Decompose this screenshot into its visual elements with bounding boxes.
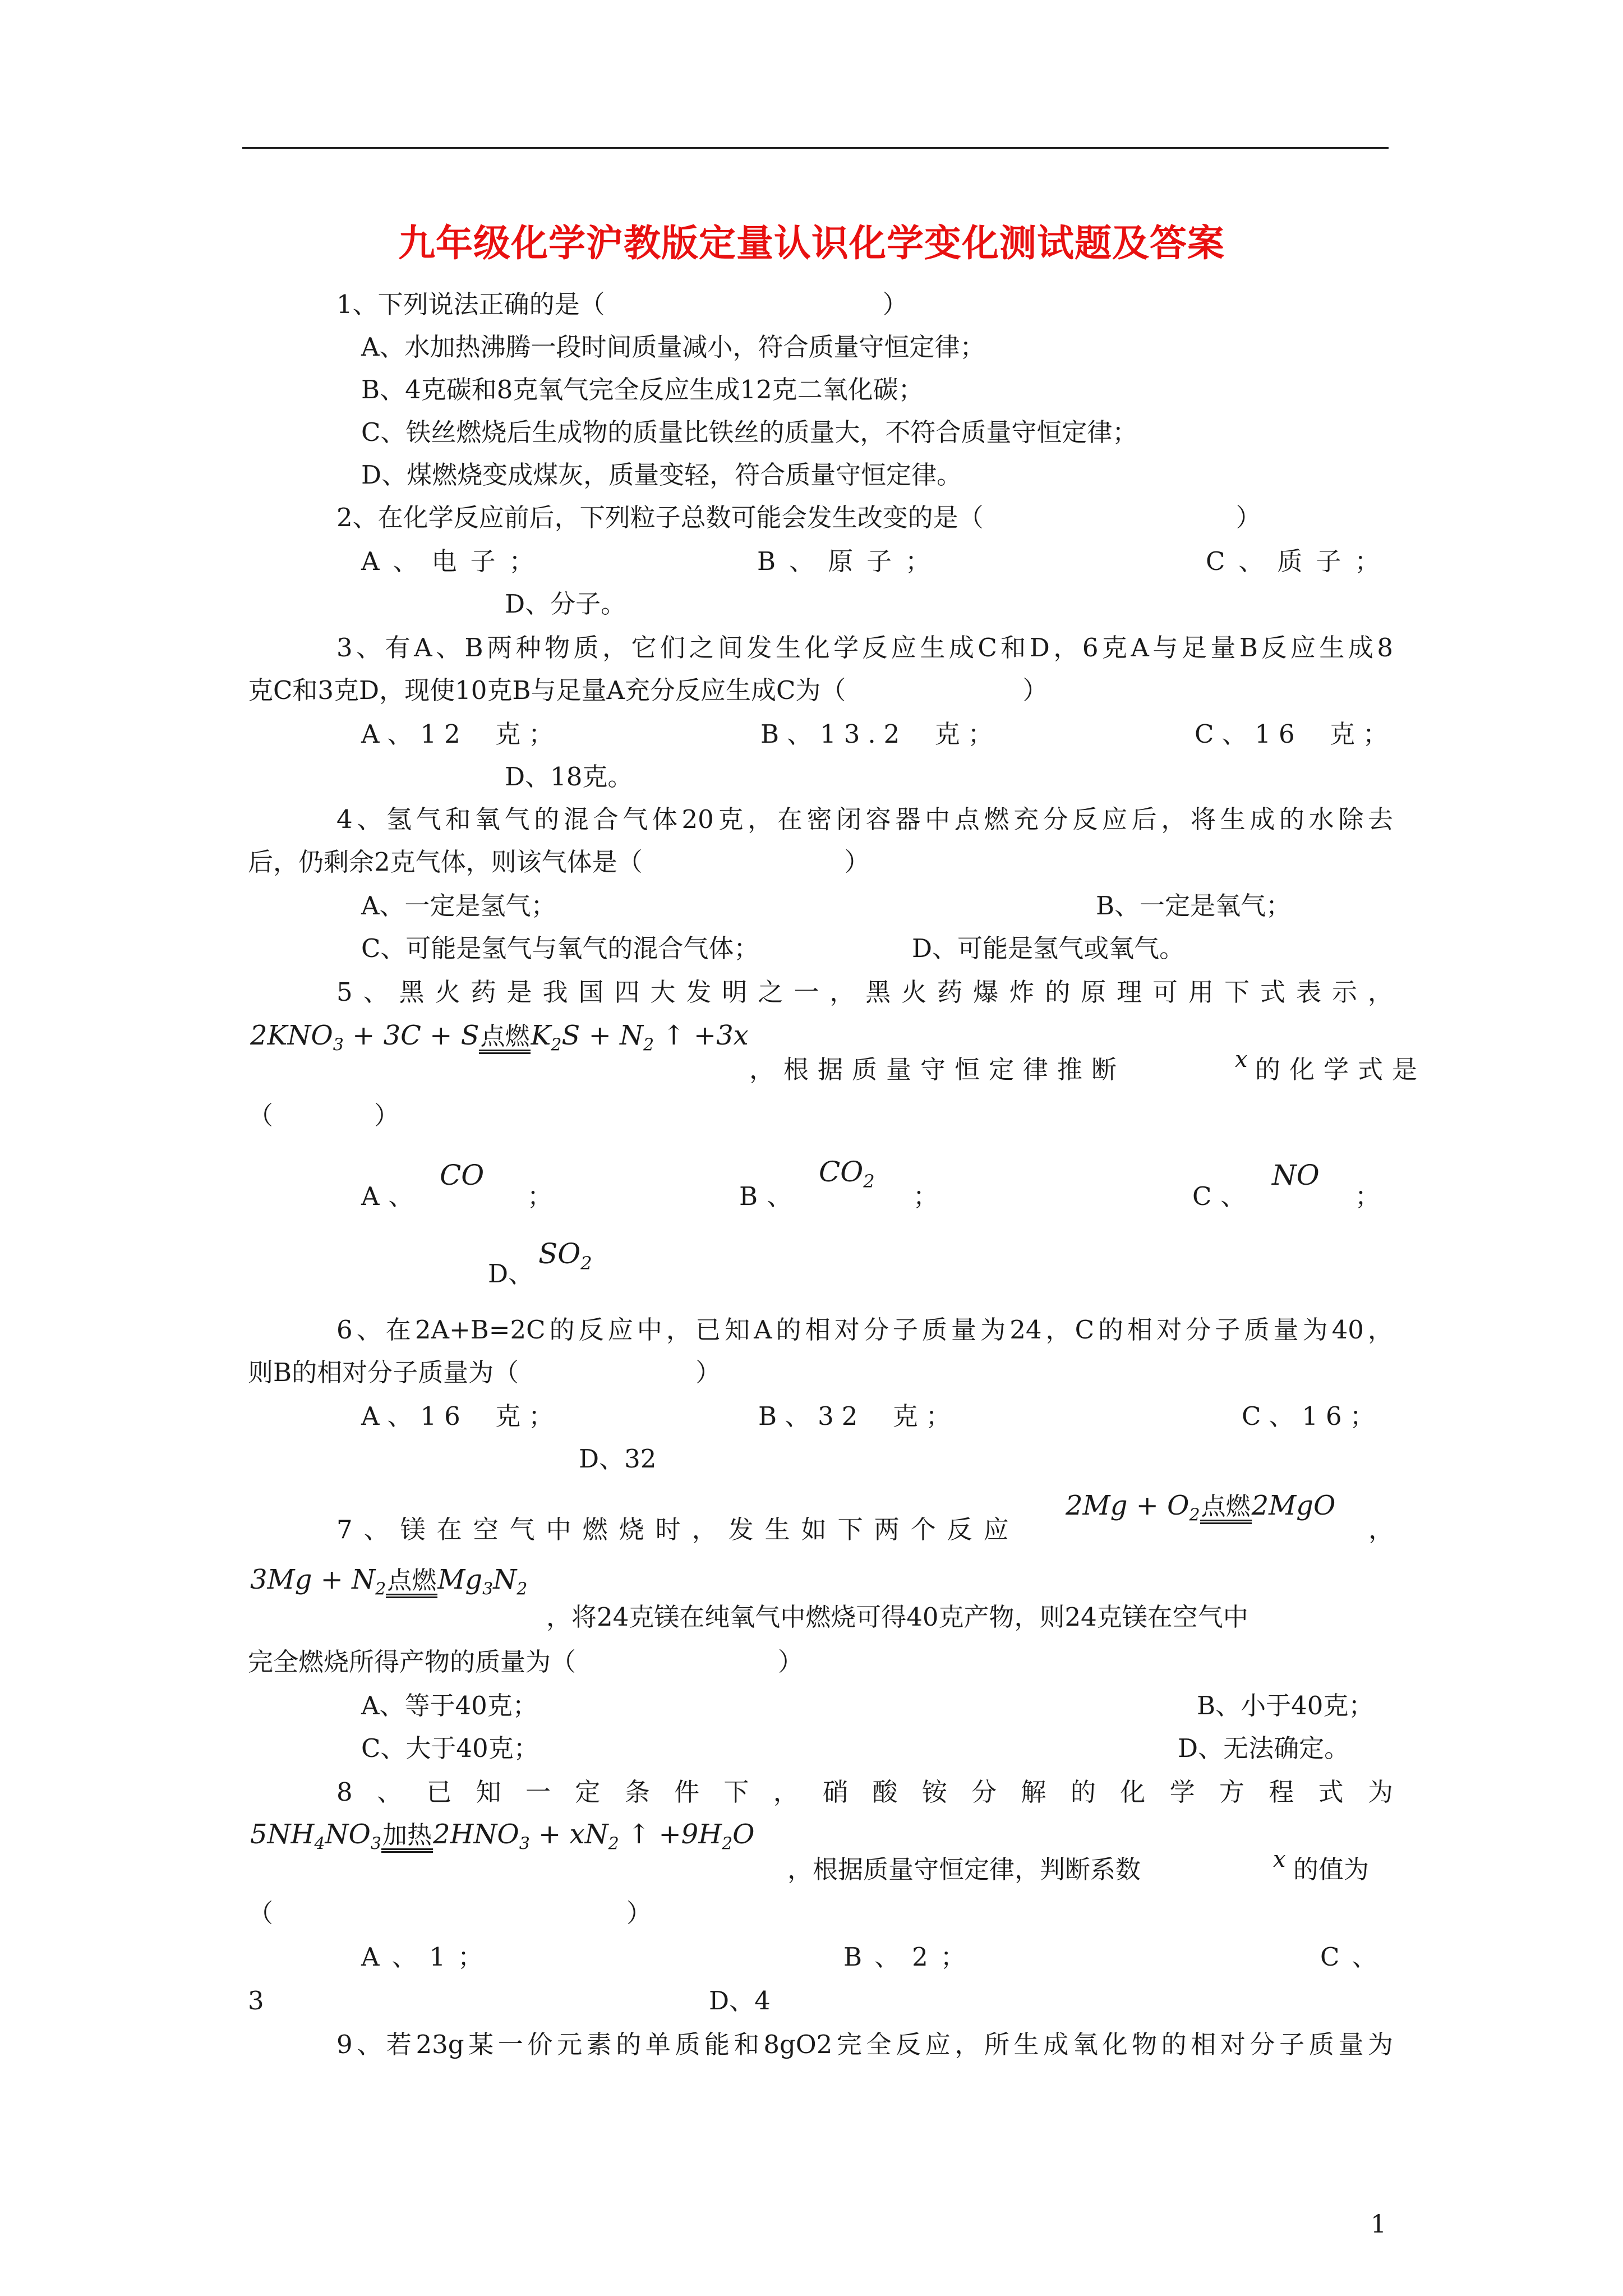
q5-option-b-label: B、 <box>739 1181 801 1211</box>
q8-variable-x: x <box>1273 1847 1286 1872</box>
q7-stem-line3: 完全燃烧所得产物的质量为（ ） <box>248 1647 804 1677</box>
q5-equation-condition: 点燃 <box>479 1024 531 1054</box>
q8-option-a: A、1； <box>361 1942 496 1972</box>
page-title: 九年级化学沪教版定量认识化学变化测试题及答案 <box>398 221 1225 265</box>
q8-equation-condition: 加热 <box>381 1823 433 1853</box>
q4-option-b: B、一定是氧气； <box>1096 891 1292 921</box>
q5-option-c-label: C、 <box>1192 1181 1255 1211</box>
q5-stem-line3: （ ） <box>248 1101 400 1130</box>
q5-stem-line2: ，根据质量守恒定律推断 <box>749 1055 1126 1084</box>
q1-option-a: A、水加热沸腾一段时间质量减小，符合质量守恒定律； <box>361 332 985 362</box>
q2-option-c: C、质子； <box>1206 546 1394 576</box>
q8-equation-left: $5NH_4NO_3$ <box>250 1819 381 1854</box>
q3-stem-line1: 3、有A、B两种物质，它们之间发生化学反应生成C和D，6克A与足量B反应生成8 <box>336 633 1393 662</box>
q8-stem-line3: （ ） <box>248 1898 652 1928</box>
q6-stem-line1: 6、在2A+B=2C的反应中，已知A的相对分子质量为24，C的相对分子质量为40， <box>336 1315 1393 1345</box>
q5-option-a-label: A、 <box>361 1181 423 1211</box>
q2-stem: 2、在化学反应前后，下列粒子总数可能会发生改变的是（ ） <box>336 503 1261 532</box>
q5-option-d-label: D、 <box>488 1259 534 1289</box>
q6-option-a: A、16 克； <box>361 1401 562 1431</box>
q7-equation-2 <box>250 1563 527 1607</box>
q7-eq1-condition: 点燃 <box>1200 1494 1252 1524</box>
q5-option-b-sep: ； <box>913 1181 939 1211</box>
q2-option-d: D、分子。 <box>505 589 626 619</box>
q8-option-c: C、 <box>1320 1942 1390 1972</box>
q8-equation <box>250 1818 755 1861</box>
q8-equation-right: $2HNO_3 + xN_2$ ↑ $+9H_2O$ <box>432 1819 755 1854</box>
q4-option-d: D、可能是氢气或氧气。 <box>912 933 1185 963</box>
q6-option-b: B、32 克； <box>758 1401 959 1431</box>
q8-stem-line2b: 的值为 <box>1293 1855 1370 1884</box>
q7-option-d: D、无法确定。 <box>1178 1733 1350 1763</box>
q8-stem-line2: ，根据质量守恒定律，判断系数 <box>787 1855 1141 1884</box>
q7-stem-line1: 7、镁在空气中燃烧时，发生如下两个反应 <box>336 1515 1020 1544</box>
q4-stem-line1: 4、氢气和氧气的混合气体20克，在密闭容器中点燃充分反应后，将生成的水除去 <box>336 804 1393 834</box>
q5-stem-line2b: 的化学式是 <box>1255 1055 1427 1084</box>
q4-stem-line2: 后，仍剩余2克气体，则该气体是（ ） <box>248 847 870 877</box>
q3-option-a: A、12 克； <box>361 719 562 749</box>
q7-option-b: B、小于40克； <box>1197 1691 1374 1720</box>
q7-eq2-left: $3Mg + N_2$ <box>250 1564 386 1599</box>
q5-variable-x: x <box>1235 1047 1248 1073</box>
q4-option-a: A、一定是氢气； <box>361 891 556 921</box>
q7-stem-line2: ，将24克镁在纯氧气中燃烧可得40克产物，则24克镁在空气中 <box>546 1602 1248 1632</box>
q5-equation <box>250 1019 749 1062</box>
q9-stem-line1: 9、若23g某一价元素的单质能和8gO2完全反应，所生成氧化物的相对分子质量为 <box>336 2030 1393 2059</box>
q8-option-c-value: 3 <box>248 1986 264 2016</box>
q6-option-d: D、32 <box>579 1444 657 1474</box>
q5-option-b-formula: $CO_2$ <box>819 1156 875 1192</box>
q3-stem-line2: 克C和3克D，现使10克B与足量A充分反应生成C为（ ） <box>248 675 1048 705</box>
q5-option-c-formula: NO <box>1272 1159 1320 1191</box>
q7-comma: ， <box>1368 1515 1394 1544</box>
q1-option-c: C、铁丝燃烧后生成物的质量比铁丝的质量大，不符合质量守恒定律； <box>361 417 1138 447</box>
q7-eq1-left: $2Mg + O_2$ <box>1066 1490 1200 1525</box>
q8-option-b: B、2； <box>843 1942 978 1972</box>
q6-stem-line2: 则B的相对分子质量为（ ） <box>248 1358 721 1387</box>
q5-equation-left: $2KNO_3 + 3C + S$ <box>250 1020 479 1055</box>
q5-option-a-formula: CO <box>440 1159 485 1191</box>
header-rule <box>242 147 1389 149</box>
q7-eq2-right: $Mg_3N_2$ <box>437 1564 528 1599</box>
q7-eq1-right: 2MgO <box>1251 1490 1336 1521</box>
q5-stem-line1: 5、黑火药是我国四大发明之一，黑火药爆炸的原理可用下式表示， <box>336 977 1393 1007</box>
q5-option-c-sep: ； <box>1355 1181 1381 1211</box>
q5-option-a-sep: ； <box>527 1181 553 1211</box>
page-number: 1 <box>1371 2210 1386 2239</box>
q7-eq2-condition: 点燃 <box>386 1568 437 1598</box>
q3-option-c: C、16 克； <box>1195 719 1396 749</box>
q7-option-a: A、等于40克； <box>361 1691 538 1720</box>
q5-equation-right: $K_2S + N_2$ ↑ +3x <box>531 1020 749 1055</box>
q3-option-b: B、13.2 克； <box>760 719 1001 749</box>
q8-option-d: D、4 <box>709 1986 771 2016</box>
q5-option-d-formula: $SO_2$ <box>538 1237 592 1274</box>
q2-option-a: A、电子； <box>361 546 548 576</box>
q2-option-b: B、原子； <box>757 546 944 576</box>
q1-stem: 1、下列说法正确的是（ ） <box>336 289 908 319</box>
q8-stem-line1: 8、已知一定条件下，硝酸铵分解的化学方程式为 <box>336 1777 1393 1807</box>
q7-option-c: C、大于40克； <box>361 1733 539 1763</box>
q6-option-c: C、16； <box>1242 1401 1383 1431</box>
q4-option-c: C、可能是氢气与氧气的混合气体； <box>361 933 759 963</box>
q1-option-b: B、4克碳和8克氧气完全反应生成12克二氧化碳； <box>361 375 924 404</box>
q3-option-d: D、18克。 <box>505 762 633 792</box>
q7-equation-1 <box>1066 1489 1335 1533</box>
q1-option-d: D、煤燃烧变成煤灰，质量变轻，符合质量守恒定律。 <box>361 460 962 490</box>
